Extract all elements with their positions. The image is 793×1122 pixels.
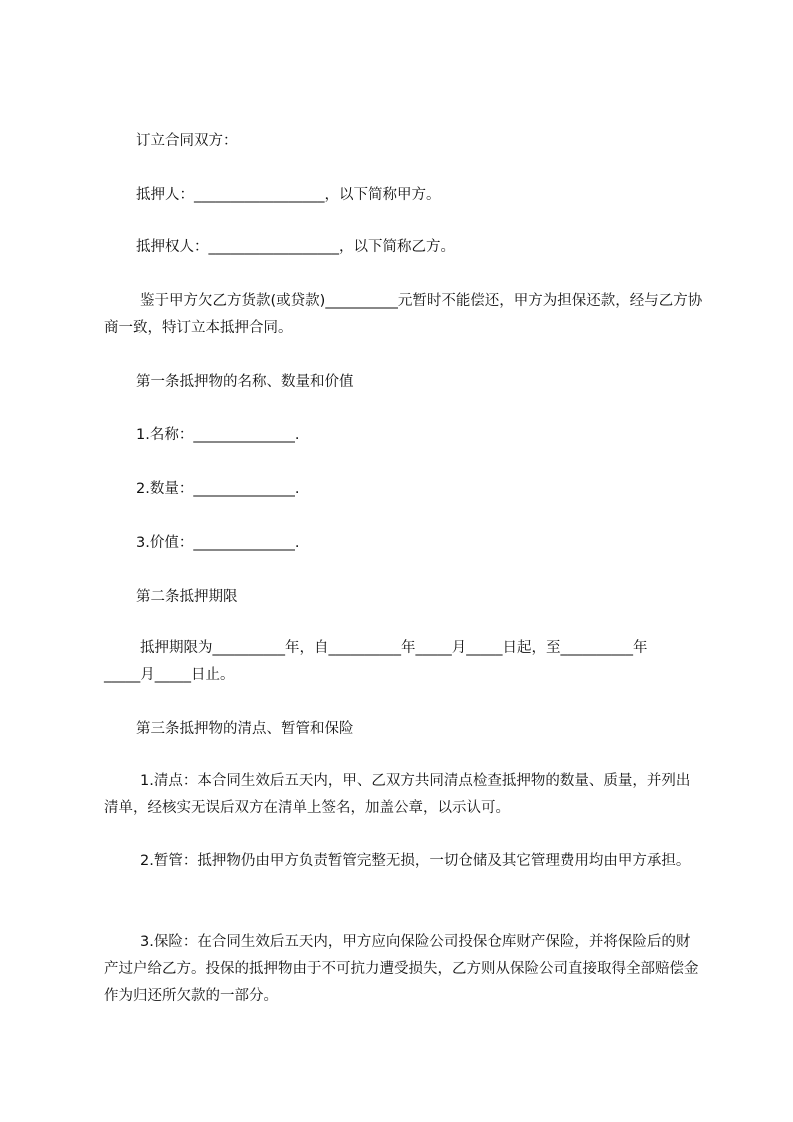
article1-title: 第一条抵押物的名称、数量和价值 xyxy=(136,374,354,390)
article2-title: 第二条抵押期限 xyxy=(136,589,238,605)
article1-name: 1.名称：______________. xyxy=(136,427,300,443)
preamble-paragraph: 鉴于甲方欠乙方货款(或贷款)__________元暂时不能偿还，甲方为担保还款，经与乙方协商一致，特订立本抵押合同。 xyxy=(104,293,703,336)
article2-period-line2: _____月_____日止。 xyxy=(104,667,235,683)
article3-item-insurance: 3.保险：在合同生效后五天内，甲方应向保险公司投保仓库财产保险，并将保险后的财产过户给乙方。投保的抵押物由于不可抗力遭受损失，乙方则从保险公司直接取得全部赔偿金作为归还所欠款的一部分。 xyxy=(104,934,699,1004)
parties-title: 订立合同双方： xyxy=(136,133,238,149)
article1-quantity: 2.数量：______________. xyxy=(136,481,300,497)
article3-item-custody: 2.暂管：抵押物仍由甲方负责暂管完整无损，一切仓储及其它管理费用均由甲方承担。 xyxy=(140,853,691,869)
article1-value: 3.价值：______________. xyxy=(136,535,300,551)
article2-period-line1: 抵押期限为__________年，自__________年_____月_____日起，至__________年 xyxy=(140,640,648,656)
article3-title: 第三条抵押物的清点、暂管和保险 xyxy=(136,721,354,737)
article3-item-inventory: 1.清点：本合同生效后五天内，甲、乙双方共同清点检查抵押物的数量、质量，并列出清单，经核实无误后双方在清单上签名，加盖公章，以示认可。 xyxy=(104,773,691,816)
mortgagee-line: 抵押权人：__________________，以下简称乙方。 xyxy=(136,239,455,255)
mortgagor-line: 抵押人：__________________，以下简称甲方。 xyxy=(136,187,441,203)
